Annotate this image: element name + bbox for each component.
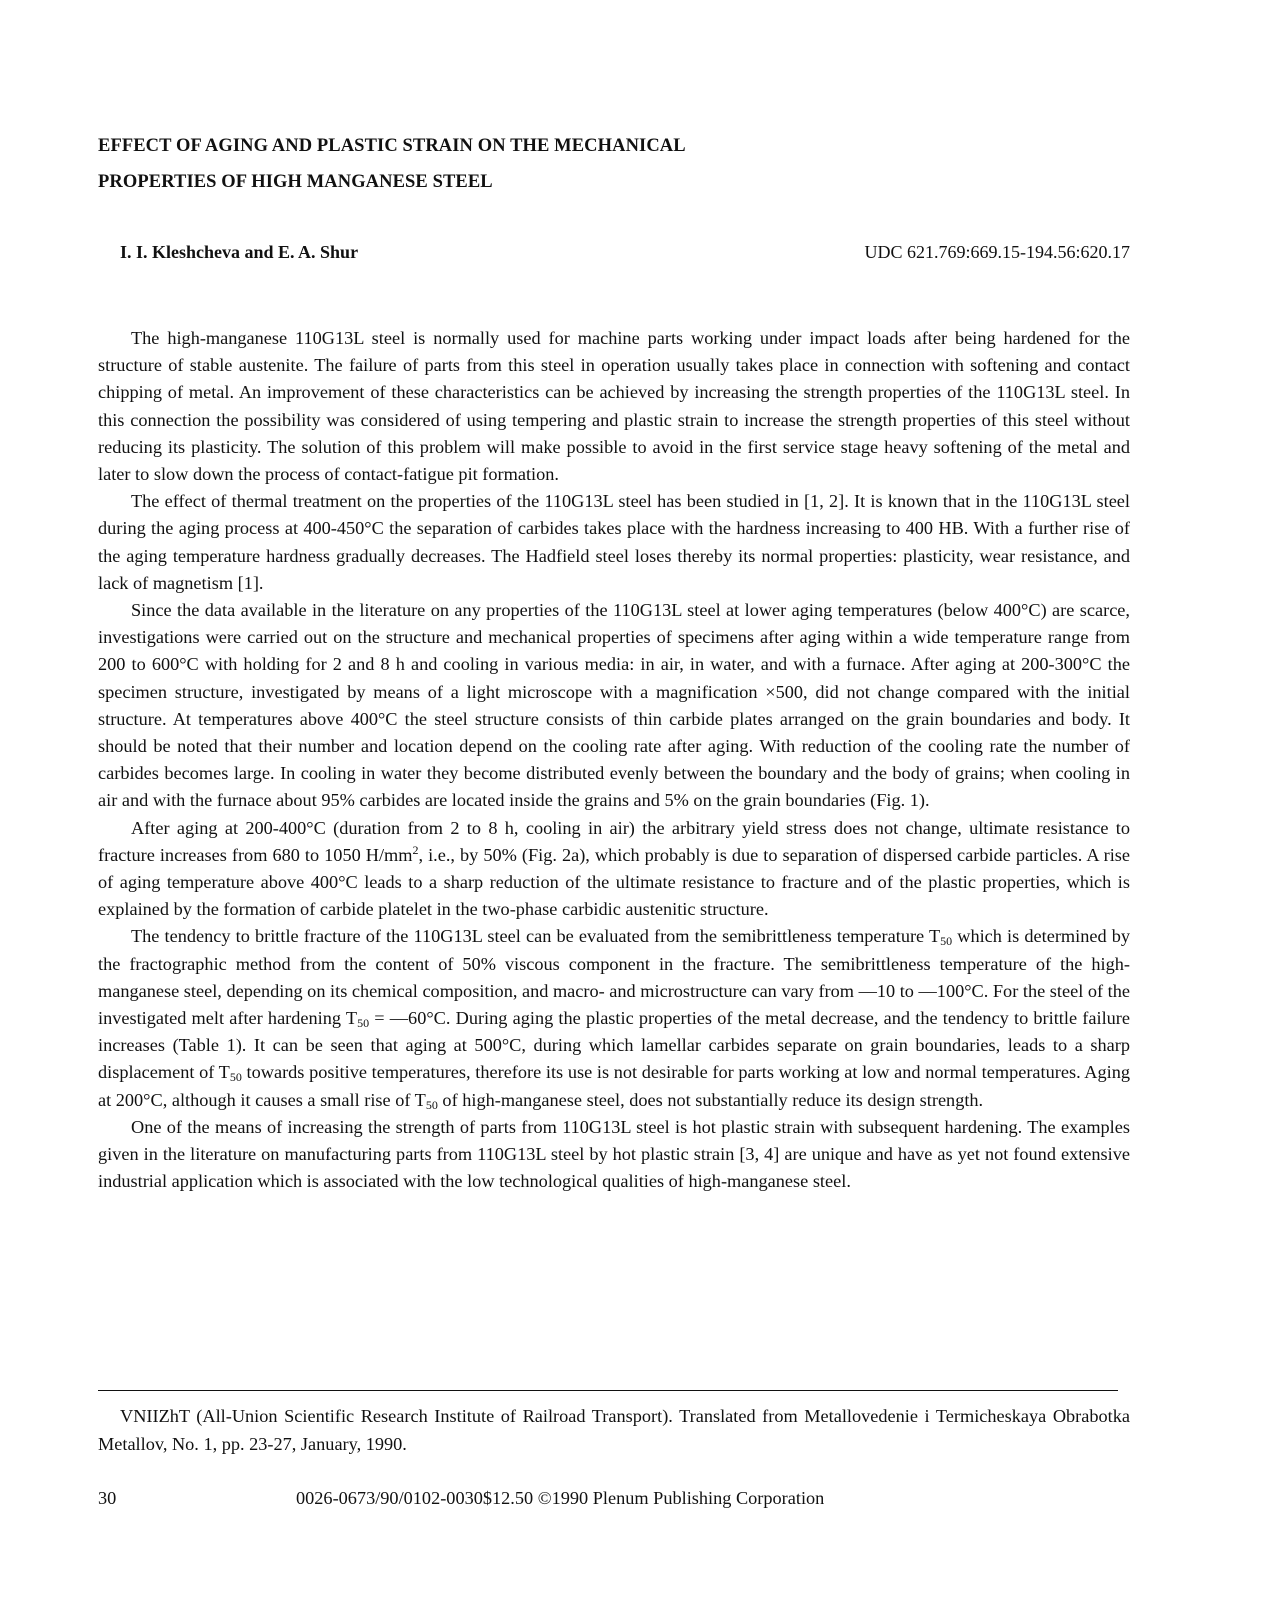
paragraph-5-part-d: towards positive temperatures, therefore its use is not desirable for parts working at low and normal temperatures. Aging at 200°C, although it causes a small rise of T (98, 1062, 1131, 1110)
title-line-2: PROPERTIES OF HIGH MANGANESE STEEL (98, 172, 493, 192)
paragraph-3: Since the data available in the literature on any properties of the 110G13L steel at lower aging temperatures (below 400°C) are scarce, investigations were carried out on the structure and mechanical properties of specimens after aging within a wide temperature range from 200 to 600°C with holding for 2 and 8 h and cooling in various media: in air, in water, and with a furnace. After aging at 200-300°C the specimen structure, investigated by means of a light microscope with a magnification ×500, did not change compared with the initial structure. At temperatures above 400°C the steel structure consists of thin carbide plates arranged on the grain boundaries and body. It should be noted that their number and location depend on the cooling rate after aging. With reduction of the cooling rate the number of carbides becomes large. In cooling in water they become distributed evenly between the boundary and the body of grains; when cooling in air and with the furnace about 95% carbides are located inside the grains and 5% on the grain boundaries (Fig. 1). (98, 600, 1130, 811)
footnote-divider (98, 1390, 1118, 1391)
paragraph-4 (98, 815, 1130, 924)
paragraph-5-part-a: The tendency to brittle fracture of the 110G13L steel can be evaluated from the semibrittleness temperature T (131, 926, 941, 947)
paragraph-4-part-a: After aging at 200-400°C (duration from 2 to 8 h, cooling in air) the arbitrary yield stress does not change, ultimate resistance to fracture increases from 680 to 1050 H/mm (98, 817, 1130, 865)
paragraph-1: The high-manganese 110G13L steel is normally used for machine parts working under impact loads after being hardened for the structure of stable austenite. The failure of parts from this steel in operation usually takes place in connection with softening and contact chipping of metal. An improvement of these characteristics can be achieved by increasing the strength properties of the 110G13L steel. In this connection the possibility was considered of using tempering and plastic strain to increase the strength properties of this steel without reducing its plasticity. The solution of this problem will make possible to avoid in the first service stage heavy softening of the metal and later to slow down the process of contact-fatigue pit formation. (98, 328, 1130, 485)
authors: I. I. Kleshcheva and E. A. Shur (120, 242, 359, 262)
title-line-1: EFFECT OF AGING AND PLASTIC STRAIN ON THE MECHANICAL (98, 136, 686, 156)
subscript: 50 (229, 1070, 242, 1085)
copyright-line: 0026-0673/90/0102-0030$12.50 ©1990 Plenum Publishing Corporation (296, 1488, 825, 1508)
subscript: 50 (425, 1097, 438, 1112)
author-row (98, 242, 1130, 263)
paragraph-5-part-e: of high-manganese steel, does not substantially reduce its design strength. (437, 1089, 984, 1110)
article (98, 128, 1130, 1196)
subscript: 50 (940, 934, 953, 949)
article-title (98, 128, 1130, 200)
paragraph-4-part-b: , i.e., by 50% (Fig. 2a), which probably is due to separation of dispersed carbide particles. A rise of aging temperature above 400°C leads to a sharp reduction of the ultimate resistance to fracture and of the plastic properties, which is explained by the formation of carbide platelet in the two-phase carbidic austenitic structure. (98, 844, 1130, 920)
udc-code: UDC 621.769:669.15-194.56:620.17 (864, 242, 1130, 262)
paragraph-5 (98, 923, 1130, 1113)
page-number: 30 (98, 1488, 117, 1508)
paragraph-6: One of the means of increasing the strength of parts from 110G13L steel is hot plastic strain with subsequent hardening. The examples given in the literature on manufacturing parts from 110G13L steel by hot plastic strain [3, 4] are unique and have as yet not found extensive industrial application which is associated with the low technological qualities of high-manganese steel. (98, 1116, 1130, 1192)
footnote: VNIIZhT (All-Union Scientific Research Institute of Railroad Transport). Translated from Metallovedenie i Termicheskaya Obrabotka Metallov, No. 1, pp. 23-27, January, 1990. (98, 1406, 1130, 1454)
paragraph-5-part-b: which is determined by the fractographic method from the content of 50% viscous component in the fracture. The semibrittleness temperature of the high-manganese steel, depending on its chemical composition, and macro- and microstructure can vary from —10 to —100°C. For the steel of the investigated melt after hardening T (98, 926, 1131, 1029)
body-text (98, 325, 1130, 1196)
superscript: 2 (412, 842, 419, 857)
paragraph-5-part-c: = —60°C. During aging the plastic properties of the metal decrease, and the tendency to brittle failure increases (Table 1). It can be seen that aging at 500°C, during which lamellar carbides separate on grain boundaries, leads to a sharp displacement of T (98, 1008, 1130, 1083)
subscript: 50 (357, 1016, 370, 1031)
paragraph-2: The effect of thermal treatment on the properties of the 110G13L steel has been studied in [1, 2]. It is known that in the 110G13L steel during the aging process at 400-450°C the separation of carbides takes place with the hardness increasing to 400 HB. With a further rise of the aging temperature hardness gradually decreases. The Hadfield steel loses thereby its normal properties: plasticity, wear resistance, and lack of magnetism [1]. (98, 491, 1130, 593)
